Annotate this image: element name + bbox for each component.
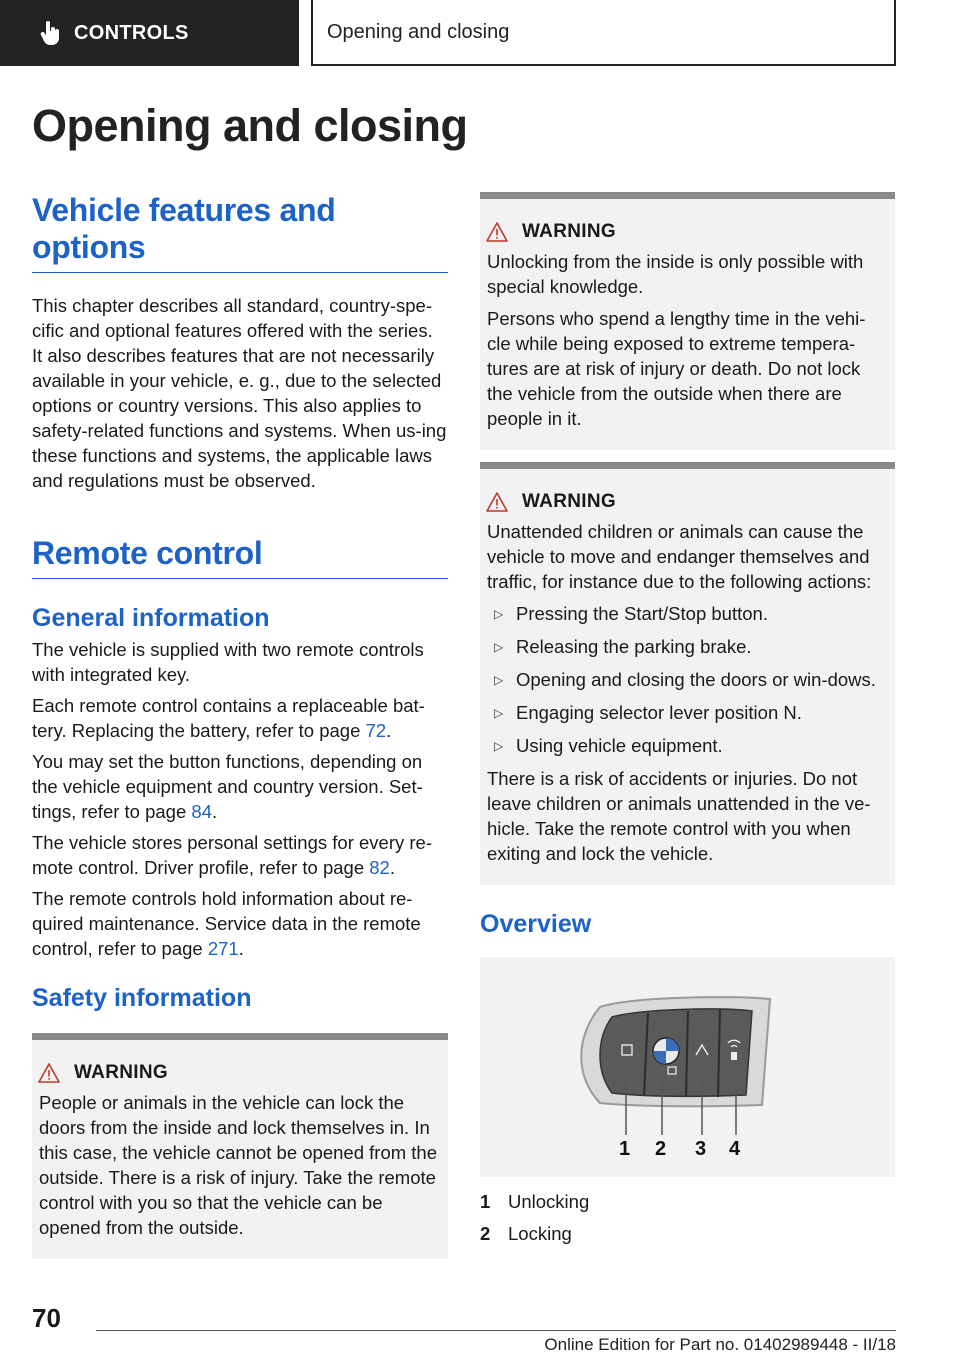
safety-information-heading: Safety information: [32, 984, 252, 1012]
list-item: [494, 733, 888, 759]
remote-key-figure: [480, 957, 895, 1177]
legend-label: Unlocking: [508, 1191, 590, 1212]
warning-title: WARNING: [74, 1062, 168, 1083]
general-p4: [32, 830, 448, 880]
warning3-outro: There is a risk of accidents or injuries. Do not leave children or animals unattended in the ve-hicle. Take the remote control with you when exiting and lock the vehicle.: [487, 768, 871, 864]
warning-header: [480, 491, 895, 513]
edition-text: Online Edition for Part no. 01402989448 - II/18: [544, 1335, 896, 1354]
general-p1: The vehicle is supplied with two remote controls with integrated key.: [32, 639, 424, 685]
general-p4-text: The vehicle stores personal settings for every re-mote control. Driver profile, refer to page: [32, 832, 432, 878]
legend-item: [480, 1189, 895, 1214]
warning2-p1: Unlocking from the inside is only possible with special knowledge.: [487, 251, 864, 297]
list-item-text: Pressing the Start/Stop button.: [516, 603, 768, 624]
warning-title: WARNING: [522, 221, 616, 242]
period: .: [389, 857, 395, 878]
callout-3: 3: [695, 1138, 707, 1160]
hand-pointer-icon: [40, 21, 62, 45]
warning-title: WARNING: [522, 491, 616, 512]
vehicle-features-heading: Vehicle features and options: [32, 192, 448, 273]
warning-box-3: [480, 462, 895, 885]
legend-number: 1: [480, 1191, 491, 1212]
general-p3: [32, 749, 448, 824]
page-ref-82[interactable]: 82: [369, 857, 390, 878]
page-ref-72[interactable]: 72: [365, 720, 387, 741]
period: .: [386, 720, 392, 741]
bullet-triangle-icon: ▷: [494, 673, 504, 687]
list-item-text: Using vehicle equipment.: [516, 735, 723, 756]
general-p3-text: You may set the button functions, depending on the vehicle equipment and country version. Set-tings, refer to page: [32, 751, 423, 822]
list-item-text: Engaging selector lever position N.: [516, 702, 802, 723]
list-item-text: Opening and closing the doors or win-dows.: [516, 669, 876, 690]
page-ref-84[interactable]: 84: [191, 801, 212, 822]
list-item: [494, 667, 888, 693]
list-item: [494, 700, 888, 726]
warning-box-1: [32, 1033, 448, 1259]
page-number: 70: [32, 1303, 61, 1333]
list-item-text: Releasing the parking brake.: [516, 636, 752, 657]
general-p2-text: Each remote control contains a replaceable bat-tery. Replacing the battery, refer to page: [32, 695, 425, 741]
page-ref-271[interactable]: 271: [207, 938, 239, 959]
general-information-heading: General information: [32, 604, 270, 632]
page-header: [0, 0, 960, 66]
page-title: Opening and closing: [32, 100, 468, 151]
chapter-label: Opening and closing: [311, 0, 896, 66]
warning2-p2: Persons who spend a lengthy time in the vehi-cle while being exposed to extreme tempera-tures are at risk of injury or death. Do not lock the vehicle from the outside when there are people in it.: [487, 308, 866, 429]
section-label: CONTROLS: [74, 21, 189, 44]
remote-key-illustration: [480, 957, 895, 1177]
vehicle-features-text: This chapter describes all standard, country-spe-cific and optional features offered with the series. It also describes features that are not necessarily available in your vehicle, e. g., due to the selected options or country versions. This also applies to safety-related functions and systems. When us-ing these functions and systems, the applicable laws and regulations must be observed.: [32, 295, 447, 491]
warning-header: [32, 1062, 448, 1084]
bullet-triangle-icon: ▷: [494, 640, 504, 654]
bullet-triangle-icon: ▷: [494, 706, 504, 720]
warning-triangle-icon: [486, 492, 508, 512]
callout-4: 4: [729, 1138, 741, 1160]
list-item: [494, 634, 888, 660]
legend-item: [480, 1221, 895, 1246]
figure-legend: [480, 1189, 895, 1246]
legend-label: Locking: [508, 1223, 572, 1244]
section-tab[interactable]: [0, 0, 299, 66]
callout-1: 1: [619, 1138, 631, 1160]
warning3-list: [480, 601, 895, 759]
period: .: [211, 801, 218, 822]
general-p2: [32, 693, 448, 743]
warning-triangle-icon: [38, 1063, 60, 1083]
bullet-triangle-icon: ▷: [494, 607, 504, 621]
legend-number: 2: [480, 1223, 491, 1244]
footer-divider: [96, 1330, 896, 1331]
page-footer: [0, 1300, 960, 1362]
warning3-intro: Unattended children or animals can cause the vehicle to move and endanger themselves and traffic, for instance due to the following actions:: [487, 521, 872, 592]
callout-2: 2: [655, 1138, 667, 1160]
warning-box-2: [480, 192, 895, 450]
warning-header: [480, 221, 895, 243]
general-p5: [32, 886, 448, 961]
overview-heading: Overview: [480, 910, 592, 938]
period: .: [238, 938, 244, 959]
remote-control-heading: Remote control: [32, 535, 448, 579]
warning-text: People or animals in the vehicle can lock the doors from the inside and lock themselves in. In this case, the vehicle cannot be opened from the outside. There is a risk of injury. Take the remote control with you so that the vehicle can be opened from the outside.: [39, 1092, 438, 1238]
list-item: [494, 601, 888, 627]
bullet-triangle-icon: ▷: [494, 739, 504, 753]
general-p5-text: The remote controls hold information about re-quired maintenance. Service data in the remote control, refer to page: [32, 888, 421, 959]
left-column: [32, 192, 448, 1259]
warning-triangle-icon: [486, 222, 508, 242]
right-column: [480, 192, 895, 1253]
